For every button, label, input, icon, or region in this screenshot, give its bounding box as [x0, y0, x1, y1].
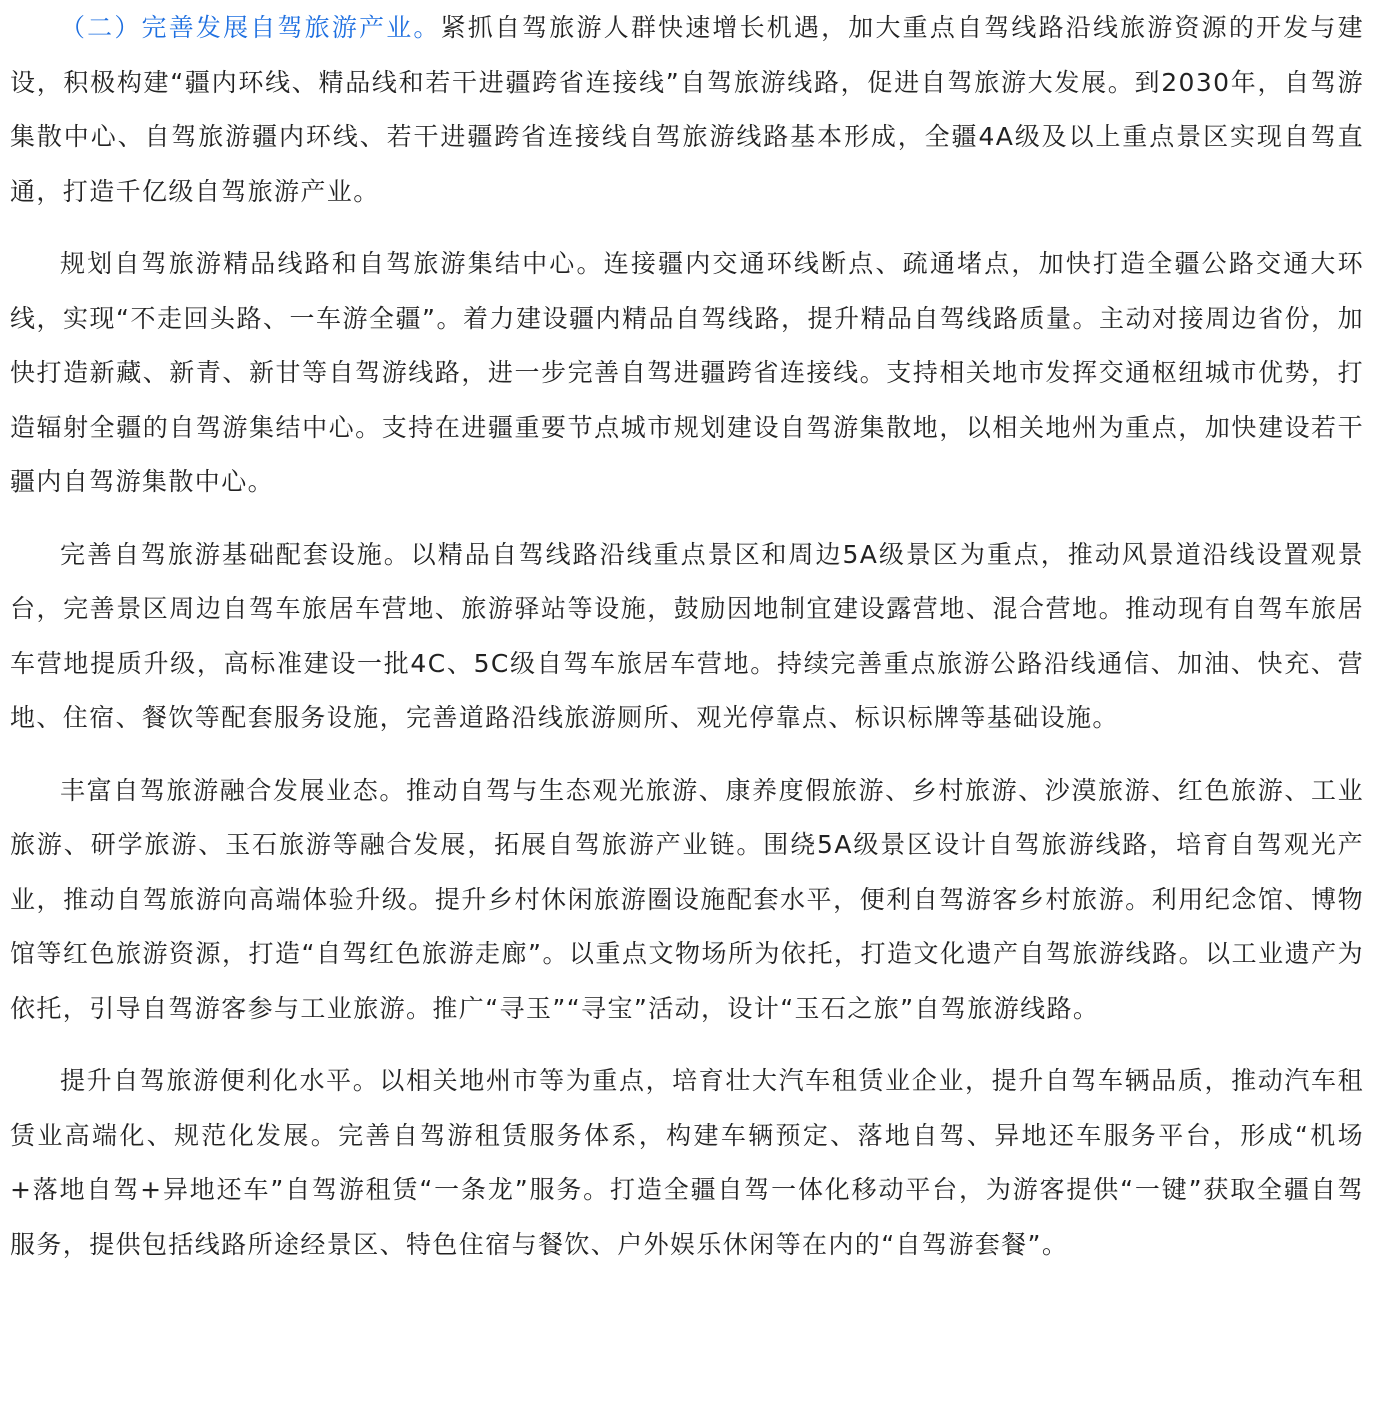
- paragraph-intro: [10, 0, 1364, 219]
- article-body: [10, 0, 1364, 1272]
- paragraph-intro-text: 紧抓自驾旅游人群快速增长机遇，加大重点自驾线路沿线旅游资源的开发与建设，积极构建“疆内环线、精品线和若干进疆跨省连接线”自驾旅游线路，促进自驾旅游大发展。到2030年，自驾游集散中心、自驾旅游疆内环线、若干进疆跨省连接线自驾旅游线路基本形成，全疆4A级及以上重点景区实现自驾直通，打造千亿级自驾旅游产业。: [10, 13, 1364, 206]
- paragraph-facilities: 完善自驾旅游基础配套设施。以精品自驾线路沿线重点景区和周边5A级景区为重点，推动风景道沿线设置观景台，完善景区周边自驾车旅居车营地、旅游驿站等设施，鼓励因地制宜建设露营地、混合营地。推动现有自驾车旅居车营地提质升级，高标准建设一批4C、5C级自驾车旅居车营地。持续完善重点旅游公路沿线通信、加油、快充、营地、住宿、餐饮等配套服务设施，完善道路沿线旅游厕所、观光停靠点、标识标牌等基础设施。: [10, 539, 1364, 732]
- section-heading: （二）完善发展自驾旅游产业。: [60, 13, 441, 42]
- paragraph-integration: 丰富自驾旅游融合发展业态。推动自驾与生态观光旅游、康养度假旅游、乡村旅游、沙漠旅游、红色旅游、工业旅游、研学旅游、玉石旅游等融合发展，拓展自驾旅游产业链。围绕5A级景区设计自驾旅游线路，培育自驾观光产业，推动自驾旅游向高端体验升级。提升乡村休闲旅游圈设施配套水平，便利自驾游客乡村旅游。利用纪念馆、博物馆等红色旅游资源，打造“自驾红色旅游走廊”。以重点文物场所为依托，打造文化遗产自驾旅游线路。以工业遗产为依托，引导自驾游客参与工业旅游。推广“寻玉”“寻宝”活动，设计“玉石之旅”自驾旅游线路。: [10, 775, 1364, 1023]
- paragraph-routes: 规划自驾旅游精品线路和自驾旅游集结中心。连接疆内交通环线断点、疏通堵点，加快打造全疆公路交通大环线，实现“不走回头路、一车游全疆”。着力建设疆内精品自驾线路，提升精品自驾线路质量。主动对接周边省份，加快打造新藏、新青、新甘等自驾游线路，进一步完善自驾进疆跨省连接线。支持相关地市发挥交通枢纽城市优势，打造辐射全疆的自驾游集结中心。支持在进疆重要节点城市规划建设自驾游集散地，以相关地州为重点，加快建设若干疆内自驾游集散中心。: [10, 249, 1364, 496]
- paragraph-convenience: 提升自驾旅游便利化水平。以相关地州市等为重点，培育壮大汽车租赁业企业，提升自驾车辆品质，推动汽车租赁业高端化、规范化发展。完善自驾游租赁服务体系，构建车辆预定、落地自驾、异地还车服务平台，形成“机场+落地自驾+异地还车”自驾游租赁“一条龙”服务。打造全疆自驾一体化移动平台，为游客提供“一键”获取全疆自驾服务，提供包括线路所途经景区、特色住宿与餐饮、户外娱乐休闲等在内的“自驾游套餐”。: [10, 1066, 1364, 1259]
